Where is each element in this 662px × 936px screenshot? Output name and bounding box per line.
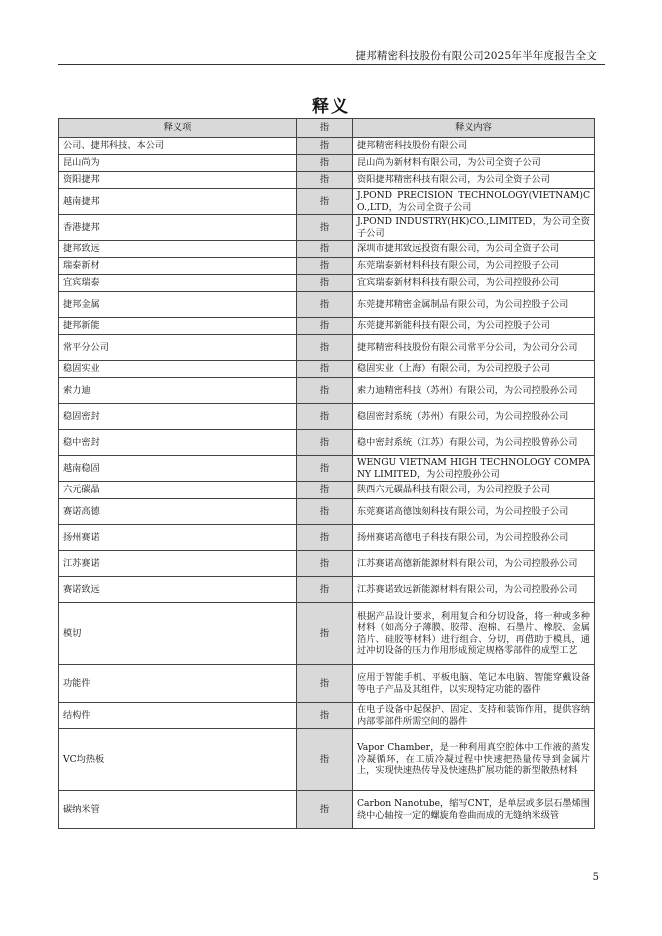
column-header-definition: 释义内容: [353, 119, 595, 138]
term-cell: 资阳捷邦: [59, 172, 297, 189]
table-row: [59, 361, 595, 378]
arrow-cell: 指: [297, 577, 353, 603]
term-cell: 宜宾瑞泰: [59, 275, 297, 292]
term-cell: 稳中密封: [59, 430, 297, 456]
definition-cell: 江苏赛诺高德新能源材料有限公司，为公司控股孙公司: [353, 551, 595, 577]
term-cell: 昆山尚为: [59, 155, 297, 172]
arrow-cell: 指: [297, 665, 353, 703]
term-cell: 越南捷邦: [59, 189, 297, 215]
definition-cell: 捷邦精密科技股份有限公司: [353, 138, 595, 155]
term-cell: VC均热板: [59, 729, 297, 791]
arrow-cell: 指: [297, 729, 353, 791]
arrow-cell: 指: [297, 189, 353, 215]
table-row: [59, 378, 595, 404]
arrow-cell: 指: [297, 378, 353, 404]
table-row: [59, 138, 595, 155]
term-cell: 模切: [59, 603, 297, 665]
arrow-cell: 指: [297, 215, 353, 241]
definition-cell: WENGU VIETNAM HIGH TECHNOLOGY COMPANY LIMITED，为公司控股孙公司: [353, 456, 595, 482]
table-row: [59, 456, 595, 482]
definition-cell: Vapor Chamber，是一种利用真空腔体中工作液的蒸发冷凝循环，在工质冷凝过程中快速把热量传导到金属片上，实现快速热传导及快速热扩展功能的新型散热材料: [353, 729, 595, 791]
table-row: [59, 172, 595, 189]
arrow-cell: 指: [297, 275, 353, 292]
table-row: [59, 241, 595, 258]
arrow-cell: 指: [297, 499, 353, 525]
term-cell: 瑞泰新材: [59, 258, 297, 275]
definition-cell: 陕西六元碳晶科技有限公司，为公司控股子公司: [353, 482, 595, 499]
term-cell: 江苏赛诺: [59, 551, 297, 577]
table-row: [59, 189, 595, 215]
definition-cell: 捷邦精密科技股份有限公司常平分公司，为公司分公司: [353, 335, 595, 361]
page-number: 5: [592, 872, 599, 883]
term-cell: 结构件: [59, 703, 297, 729]
arrow-cell: 指: [297, 603, 353, 665]
definition-cell: 稳固密封系统（苏州）有限公司，为公司控股孙公司: [353, 404, 595, 430]
definition-cell: 稳中密封系统（江苏）有限公司，为公司控股曾孙公司: [353, 430, 595, 456]
arrow-cell: 指: [297, 525, 353, 551]
definition-cell: 应用于智能手机、平板电脑、笔记本电脑、智能穿戴设备等电子产品及其组件，以实现特定功能的器件: [353, 665, 595, 703]
definition-cell: 稳固实业（上海）有限公司，为公司控股子公司: [353, 361, 595, 378]
arrow-cell: 指: [297, 430, 353, 456]
arrow-cell: 指: [297, 703, 353, 729]
table-row: [59, 430, 595, 456]
arrow-cell: 指: [297, 551, 353, 577]
definition-cell: 东莞捷邦精密金属制品有限公司，为公司控股子公司: [353, 292, 595, 318]
arrow-cell: 指: [297, 361, 353, 378]
table-row: [59, 318, 595, 335]
term-cell: 越南稳固: [59, 456, 297, 482]
table-row: [59, 703, 595, 729]
term-cell: 稳固实业: [59, 361, 297, 378]
arrow-cell: 指: [297, 456, 353, 482]
table-row: [59, 482, 595, 499]
arrow-cell: 指: [297, 241, 353, 258]
arrow-cell: 指: [297, 172, 353, 189]
definition-cell: 在电子设备中起保护、固定、支持和装饰作用，提供容纳内部零部件所需空间的器件: [353, 703, 595, 729]
table-row: [59, 155, 595, 172]
column-header-term: 释义项: [59, 119, 297, 138]
arrow-cell: 指: [297, 404, 353, 430]
term-cell: 捷邦致远: [59, 241, 297, 258]
arrow-cell: 指: [297, 335, 353, 361]
definition-cell: 东莞瑞泰新材料科技有限公司，为公司控股子公司: [353, 258, 595, 275]
table-row: [59, 335, 595, 361]
table-row: [59, 525, 595, 551]
term-cell: 功能件: [59, 665, 297, 703]
table-row: [59, 275, 595, 292]
definition-cell: 江苏赛诺致远新能源材料有限公司，为公司控股孙公司: [353, 577, 595, 603]
term-cell: 六元碳晶: [59, 482, 297, 499]
table-row: [59, 292, 595, 318]
definition-cell: 深圳市捷邦致远投资有限公司，为公司全资子公司: [353, 241, 595, 258]
definition-cell: 索力迪精密科技（苏州）有限公司，为公司控股孙公司: [353, 378, 595, 404]
arrow-cell: 指: [297, 318, 353, 335]
term-cell: 香港捷邦: [59, 215, 297, 241]
table-row: [59, 791, 595, 829]
term-cell: 扬州赛诺: [59, 525, 297, 551]
definition-cell: 昆山尚为新材料有限公司，为公司全资子公司: [353, 155, 595, 172]
table-row: [59, 665, 595, 703]
table-header-row: [59, 119, 595, 138]
table-row: [59, 258, 595, 275]
definition-cell: 东莞捷邦新能科技有限公司，为公司控股子公司: [353, 318, 595, 335]
definition-cell: 东莞赛诺高德蚀刻科技有限公司，为公司控股子公司: [353, 499, 595, 525]
term-cell: 赛诺高德: [59, 499, 297, 525]
definition-cell: 宜宾瑞泰新材料科技有限公司，为公司控股孙公司: [353, 275, 595, 292]
arrow-cell: 指: [297, 791, 353, 829]
column-header-arrow: 指: [297, 119, 353, 138]
definition-cell: Carbon Nanotube，缩写CNT，是单层或多层石墨烯围绕中心轴按一定的螺旋角卷曲而成的无缝纳米级管: [353, 791, 595, 829]
table-row: [59, 729, 595, 791]
term-cell: 赛诺致远: [59, 577, 297, 603]
definition-cell: J.POND INDUSTRY(HK)CO.,LIMITED，为公司全资子公司: [353, 215, 595, 241]
term-cell: 稳固密封: [59, 404, 297, 430]
table-row: [59, 215, 595, 241]
section-title: 释义: [312, 97, 350, 117]
table-row: [59, 577, 595, 603]
arrow-cell: 指: [297, 258, 353, 275]
table-row: [59, 551, 595, 577]
definition-cell: 扬州赛诺高德电子科技有限公司，为公司控股孙公司: [353, 525, 595, 551]
header-divider: [58, 64, 605, 65]
table-row: [59, 404, 595, 430]
term-cell: 捷邦新能: [59, 318, 297, 335]
term-cell: 索力迪: [59, 378, 297, 404]
definition-cell: J.POND PRECISION TECHNOLOGY(VIETNAM)CO.,LTD，为公司全资子公司: [353, 189, 595, 215]
report-header-title: 捷邦精密科技股份有限公司2025年半年度报告全文: [355, 50, 597, 62]
definitions-table: [58, 118, 595, 829]
arrow-cell: 指: [297, 482, 353, 499]
definition-cell: 资阳捷邦精密科技有限公司，为公司全资子公司: [353, 172, 595, 189]
arrow-cell: 指: [297, 292, 353, 318]
term-cell: 捷邦金属: [59, 292, 297, 318]
arrow-cell: 指: [297, 155, 353, 172]
table-row: [59, 499, 595, 525]
term-cell: 常平分公司: [59, 335, 297, 361]
term-cell: 公司、捷邦科技、本公司: [59, 138, 297, 155]
term-cell: 碳纳米管: [59, 791, 297, 829]
table-row: [59, 603, 595, 665]
definition-cell: 根据产品设计要求，利用复合和分切设备，将一种或多种材料（如高分子薄膜、胶带、泡棉、石墨片、橡胶、金属箔片、硅胶等材料）进行组合、分切，再借助于模具，通过冲切设备的压力作用形成预定规格零部件的成型工艺: [353, 603, 595, 665]
arrow-cell: 指: [297, 138, 353, 155]
